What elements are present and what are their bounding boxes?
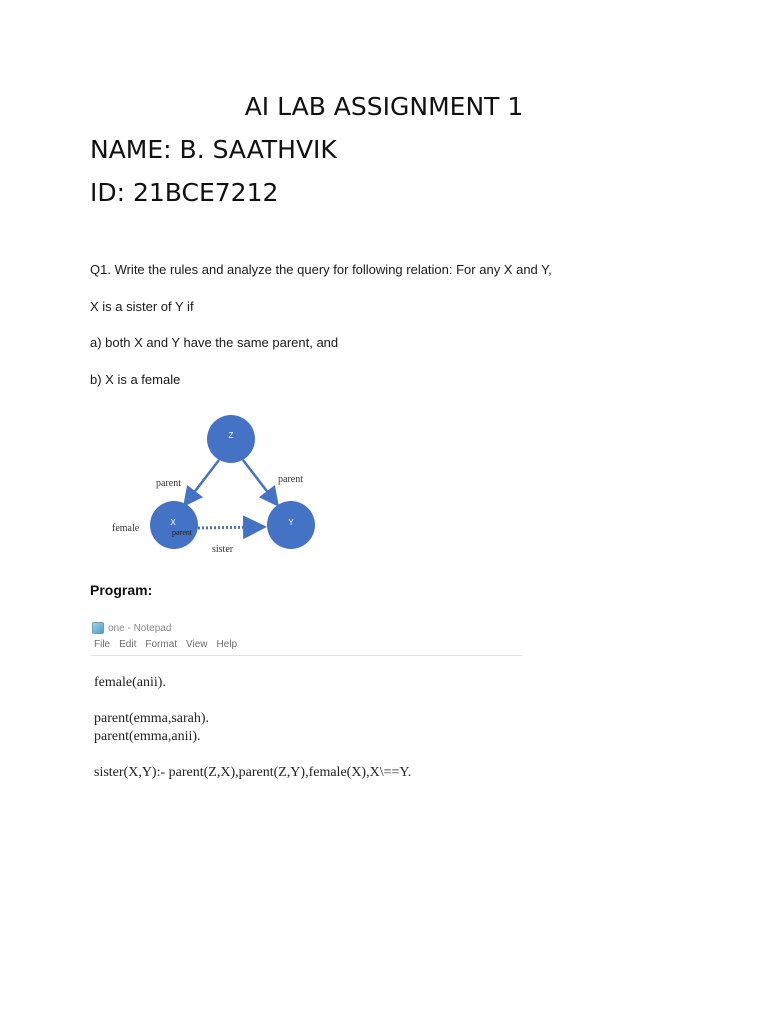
notepad-title: one - Notepad xyxy=(108,622,172,634)
condition-b: b) X is a female xyxy=(90,372,181,387)
code-line-2: parent(emma,sarah). xyxy=(94,711,210,726)
program-label: Program: xyxy=(90,582,153,598)
code-line-1: female(anii). xyxy=(94,675,166,690)
notepad-titlebar xyxy=(90,619,171,637)
question-text: Q1. Write the rules and analyze the query for following relation: For any X and Y, xyxy=(90,262,552,277)
overlap-label: parent xyxy=(172,528,192,537)
notepad-divider xyxy=(90,655,522,656)
menu-format[interactable]: Format xyxy=(145,639,178,650)
edge-x-to-y-sister xyxy=(198,527,261,528)
id-line: ID: 21BCE7212 xyxy=(90,178,279,207)
edge-left-label: parent xyxy=(156,478,181,489)
diagram-svg xyxy=(100,405,340,565)
menu-edit[interactable]: Edit xyxy=(119,639,137,650)
node-z-label: Z xyxy=(228,431,234,440)
node-x-label: X xyxy=(170,518,176,527)
menu-file[interactable]: File xyxy=(94,639,111,650)
edge-z-to-x xyxy=(186,460,219,503)
code-line-4: sister(X,Y):- parent(Z,X),parent(Z,Y),female(X),X\==Y. xyxy=(94,765,412,780)
document-title: AI LAB ASSIGNMENT 1 xyxy=(244,92,524,121)
name-line: NAME: B. SAATHVIK xyxy=(90,135,337,164)
female-label: female xyxy=(112,523,140,534)
notepad-icon xyxy=(92,622,104,634)
sister-label: sister xyxy=(212,544,234,555)
edge-z-to-y xyxy=(243,460,276,503)
notepad-menubar xyxy=(94,639,237,650)
menu-view[interactable]: View xyxy=(186,639,208,650)
menu-help[interactable]: Help xyxy=(216,639,238,650)
code-line-3: parent(emma,anii). xyxy=(94,729,201,744)
node-y-label: Y xyxy=(288,518,294,527)
edge-right-label: parent xyxy=(278,474,303,485)
family-relation-diagram xyxy=(100,405,340,565)
notepad-screenshot xyxy=(90,617,522,792)
condition-intro: X is a sister of Y if xyxy=(90,299,194,314)
condition-a: a) both X and Y have the same parent, and xyxy=(90,335,339,350)
